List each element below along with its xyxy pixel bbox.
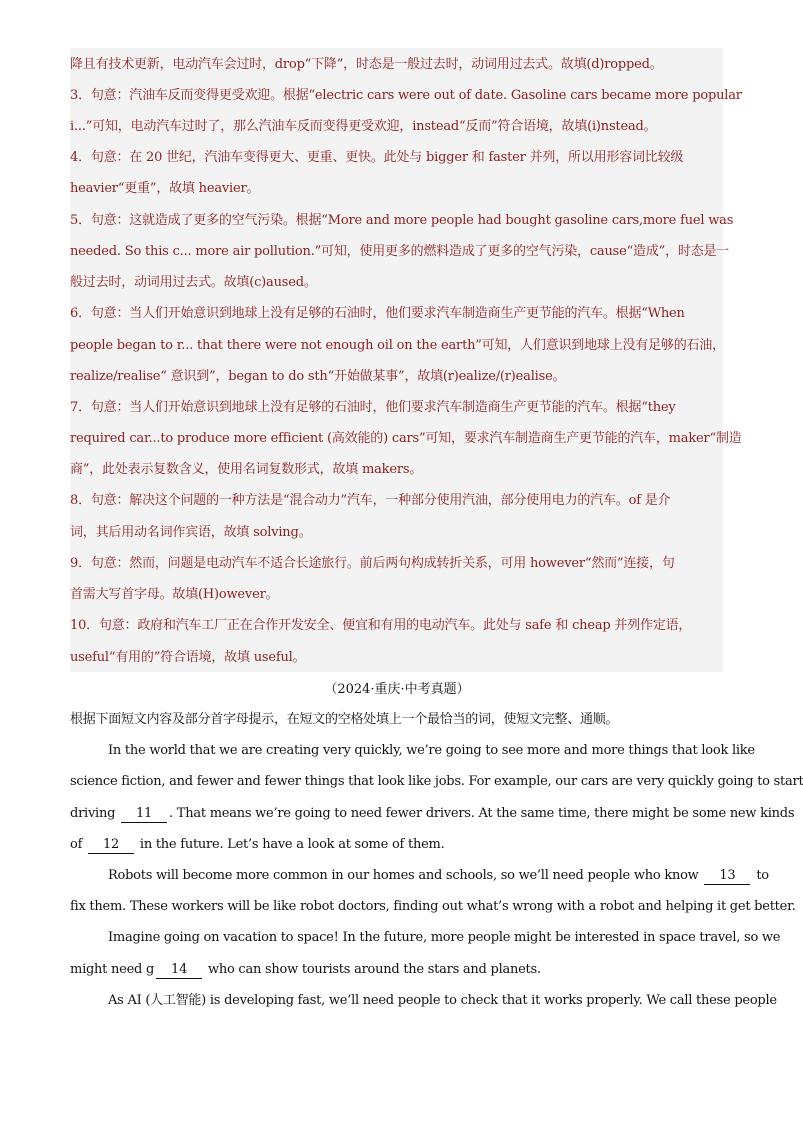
passage-line: science fiction, and fewer and fewer things that look like jobs. For example, our cars are very quickly going to start	[70, 774, 803, 789]
blank-13[interactable]: 13	[704, 868, 750, 885]
answer-line: heavier“更重”，故填 heavier。	[70, 181, 260, 196]
answer-line: people began to r... that there were not enough oil on the earth”可知，人们意识到地球上没有足够的石油，	[70, 338, 725, 353]
passage-text: Robots will become more common in our homes and schools, so we’ll need people who know	[108, 868, 699, 883]
answer-line: 商”，此处表示复数含义，使用名词复数形式，故填 makers。	[70, 462, 423, 477]
answer-line: realize/realise“ 意识到”，began to do sth“开始做某事”，故填(r)ealize/(r)ealise。	[70, 369, 566, 384]
answer-line: 5．句意：这就造成了更多的空气污染。根据“More and more people had bought gasoline cars,more fuel was	[70, 213, 734, 228]
passage-line	[70, 960, 724, 980]
passage-text: . That means we’re going to need fewer drivers. At the same time, there might be some new kinds	[169, 806, 795, 821]
passage-line	[70, 835, 724, 855]
answer-line: required car...to produce more efficient (高效能的) cars”可知，要求汽车制造商生产更节能的汽车，maker“制造	[70, 431, 742, 446]
answer-line: 首需大写首字母。故填(H)owever。	[70, 587, 279, 602]
answer-line: useful“有用的”符合语境，故填 useful。	[70, 650, 306, 665]
answer-line: 9．句意：然而，问题是电动汽车不适合长途旅行。前后两句构成转折关系，可用 however“然而”连接，句	[70, 556, 675, 571]
answer-line: 7．句意：当人们开始意识到地球上没有足够的石油时，他们要求汽车制造商生产更节能的汽车。根据“they	[70, 400, 676, 415]
passage-text: who can show tourists around the stars and planets.	[207, 962, 541, 977]
passage-line: In the world that we are creating very quickly, we’re going to see more and more things that look like	[108, 743, 755, 758]
exam-source: （2024·重庆·中考真题）	[324, 682, 470, 697]
answer-explanation-block	[70, 48, 742, 672]
passage-line	[70, 804, 795, 824]
blank-12[interactable]: 12	[88, 837, 134, 854]
answer-line: 3．句意：汽油车反而变得更受欢迎。根据“electric cars were out of date. Gasoline cars became more popular	[70, 88, 742, 103]
blank-11[interactable]: 11	[121, 806, 167, 823]
answer-line: 般过去时，动词用过去式。故填(c)aused。	[70, 275, 317, 290]
passage-text: in the future. Let’s have a look at some of them.	[139, 837, 445, 852]
passage-text: to	[756, 868, 769, 883]
blank-14[interactable]: 14	[156, 962, 202, 979]
answer-line: 降且有技术更新，电动汽车会过时，drop“下降”，时态是一般过去时，动词用过去式。故填(d)ropped。	[70, 57, 663, 72]
answer-line: 词，其后用动名词作宾语，故填 solving。	[70, 525, 312, 540]
passage-line: fix them. These workers will be like robot doctors, finding out what’s wrong with a robot and helping it get better.	[70, 899, 796, 914]
answer-line: 8．句意：解决这个问题的一种方法是“混合动力”汽车，一种部分使用汽油，部分使用电力的汽车。of 是介	[70, 493, 671, 508]
answer-line: 6．句意：当人们开始意识到地球上没有足够的石油时，他们要求汽车制造商生产更节能的汽车。根据“When	[70, 306, 685, 321]
answer-line: i...”可知，电动汽车过时了，那么汽油车反而变得更受欢迎，instead“反而”符合语境，故填(i)nstead。	[70, 119, 657, 134]
answer-line: 4．句意：在 20 世纪，汽油车变得更大、更重、更快。此处与 bigger 和 faster 并列，所以用形容词比较级	[70, 150, 684, 165]
instruction: 根据下面短文内容及部分首字母提示，在短文的空格处填上一个最恰当的词，使短文完整、通顺。	[70, 712, 619, 727]
answer-line: 10．句意：政府和汽车工厂正在合作开发安全、便宜和有用的电动汽车。此处与 safe 和 cheap 并列作定语，	[70, 618, 692, 633]
passage-text: driving	[70, 806, 116, 821]
passage-text: might need g	[70, 962, 155, 977]
passage-line: As AI (人工智能) is developing fast, we’ll need people to check that it works properly. We call these people	[108, 993, 777, 1008]
answer-line: needed. So this c... more air pollution.”可知，使用更多的燃料造成了更多的空气污染，cause“造成”，时态是一	[70, 244, 730, 259]
passage-line	[108, 866, 769, 886]
passage-text: of	[70, 837, 83, 852]
passage-line: Imagine going on vacation to space! In the future, more people might be interested in space travel, so we	[108, 930, 781, 945]
